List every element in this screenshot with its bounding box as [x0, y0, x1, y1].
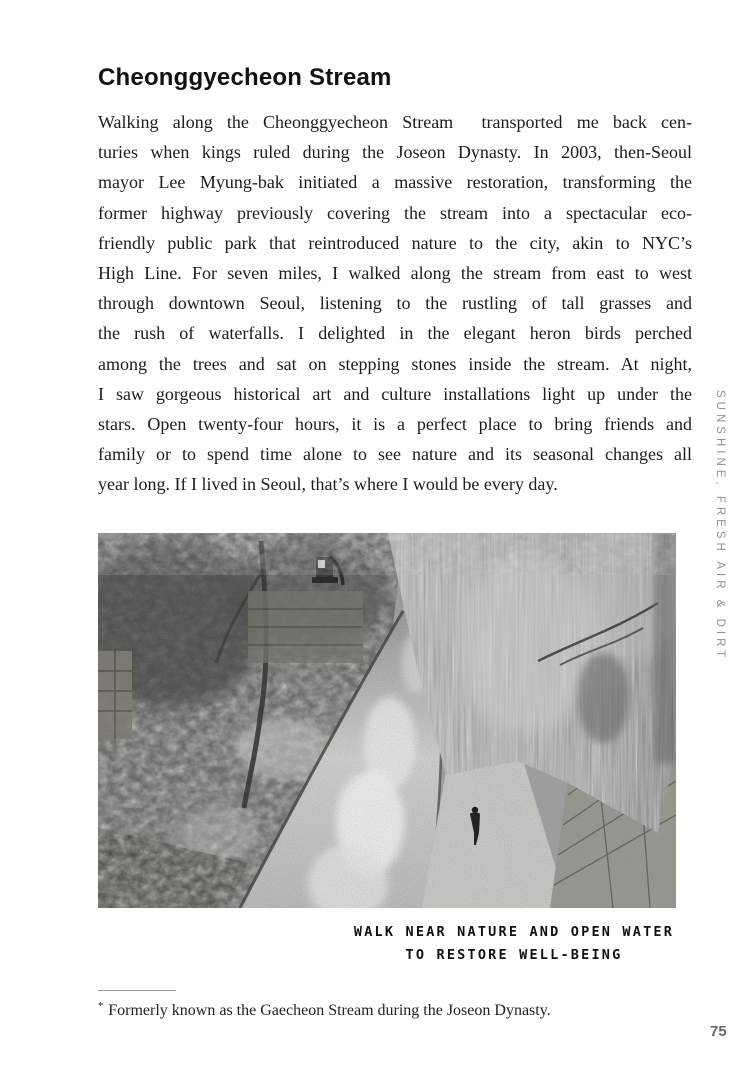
paragraph-line: High Line. For seven miles, I walked along the stream from east to west: [98, 262, 692, 283]
stream-photo: [98, 533, 676, 908]
paragraph-line: among the trees and sat on stepping stones inside the stream. At night,: [98, 353, 692, 374]
chapter-running-title: SUNSHINE, FRESH AIR & DIRT: [714, 390, 726, 662]
stream-photo-art: [98, 533, 676, 908]
paragraph-line: friendly public park that reintroduced nature to the city, akin to NYC’s: [98, 232, 692, 253]
paragraph-line: the rush of waterfalls. I delighted in the elegant heron birds perched: [98, 323, 692, 344]
paragraph-line: family or to spend time alone to see nature and its seasonal changes all: [98, 444, 692, 465]
paragraph-line: former highway previously covering the stream into a spectacular eco-: [98, 202, 692, 223]
footnote-divider: [98, 990, 176, 991]
photo-caption: [346, 921, 682, 967]
footnote-marker: *: [98, 1001, 105, 1012]
page-number: 75: [710, 1023, 727, 1040]
photo-caption-line2: TO RESTORE WELL-BEING: [405, 947, 623, 963]
photo-caption-line1: WALK NEAR NATURE AND OPEN WATER: [353, 924, 675, 940]
paragraph-line: year long. If I lived in Seoul, that’s where I would be every day.: [98, 474, 558, 495]
footnote-text: * Formerly known as the Gaecheon Stream during the Joseon Dynasty.: [98, 1001, 551, 1019]
paragraph-line: turies when kings ruled during the Joseon Dynasty. In 2003, then-Seoul: [98, 142, 692, 163]
paragraph-line: Walking along the Cheonggyecheon Stream transported me back cen-: [98, 112, 692, 132]
page-title: Cheonggyecheon Stream: [98, 64, 392, 91]
footnote: [98, 990, 658, 1022]
paragraph-line: stars. Open twenty-four hours, it is a perfect place to bring friends and: [98, 413, 692, 434]
paragraph-line: mayor Lee Myung-bak initiated a massive restoration, transforming the: [98, 172, 692, 193]
paragraph-line: through downtown Seoul, listening to the rustling of tall grasses and: [98, 293, 692, 314]
article-body: [98, 107, 692, 499]
paragraph-line: I saw gorgeous historical art and culture installations light up under the: [98, 383, 692, 404]
